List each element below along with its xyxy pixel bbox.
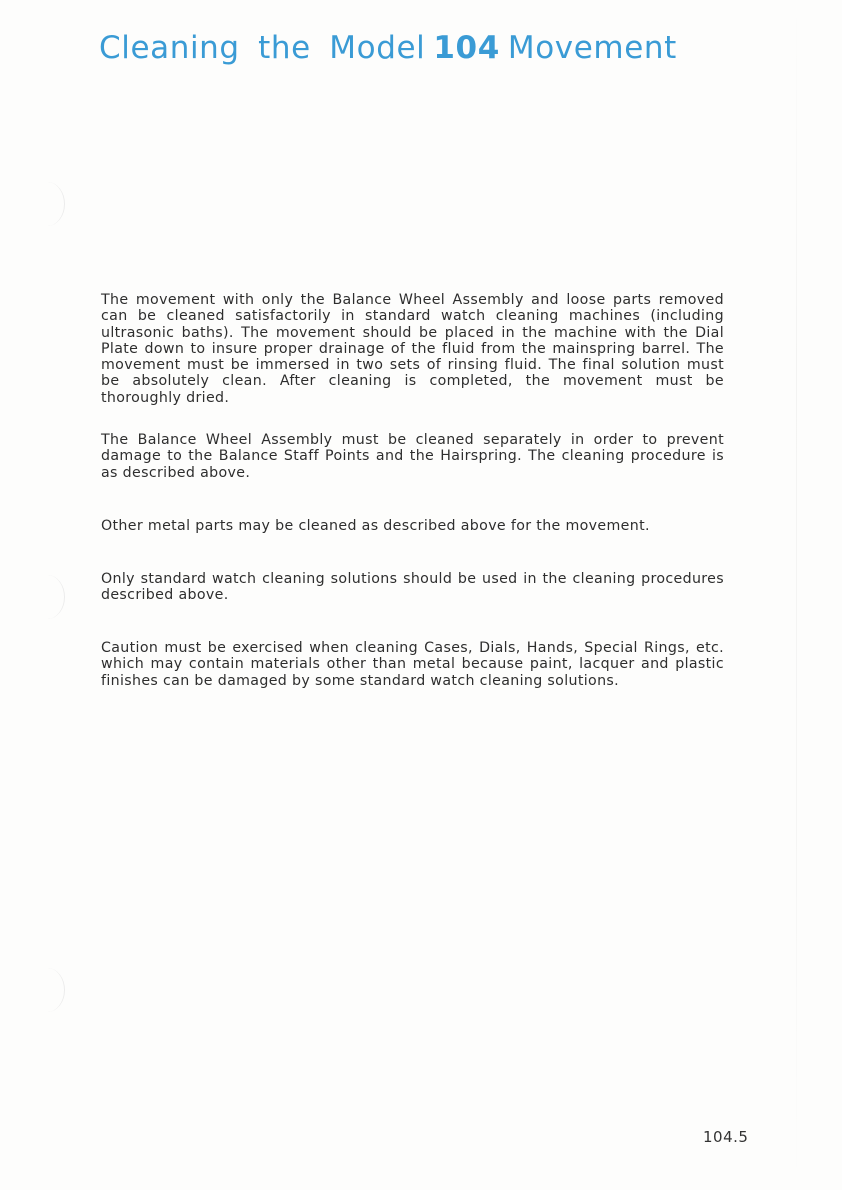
title-suffix: Movement xyxy=(507,30,677,66)
paragraph-balance-wheel: The Balance Wheel Assembly must be cleaned separately in order to prevent damage to the Balance Staff Points and the Hairspring. The cleaning procedure is as described above. xyxy=(101,432,724,481)
paragraph-other-parts: Other metal parts may be cleaned as described above for the movement. xyxy=(101,518,650,534)
punch-hole-mark xyxy=(30,575,65,619)
page-title xyxy=(99,30,677,66)
paragraph-caution: Caution must be exercised when cleaning Cases, Dials, Hands, Special Rings, etc. which may contain materials other than metal because paint, lacquer and plastic finishes can be damaged by some standard watch cleaning solutions. xyxy=(101,640,724,689)
page-number: 104.5 xyxy=(703,1128,749,1146)
title-model-number: 104 xyxy=(433,30,500,66)
page-edge-shadow xyxy=(796,0,797,1190)
title-prefix: Cleaning the Model xyxy=(99,30,426,66)
punch-hole-mark xyxy=(30,968,65,1012)
paragraph-solutions: Only standard watch cleaning solutions should be used in the cleaning procedures described above. xyxy=(101,571,724,604)
paragraph-movement-cleaning: The movement with only the Balance Wheel Assembly and loose parts removed can be cleaned satisfactorily in standard watch cleaning machines (including ultrasonic baths). The movement should be placed in the machine with the Dial Plate down to insure proper drainage of the fluid from the mainspring barrel. The movement must be immersed in two sets of rinsing fluid. The final solution must be absolutely clean. After cleaning is completed, the movement must be thoroughly dried. xyxy=(101,292,724,406)
punch-hole-mark xyxy=(30,182,65,226)
